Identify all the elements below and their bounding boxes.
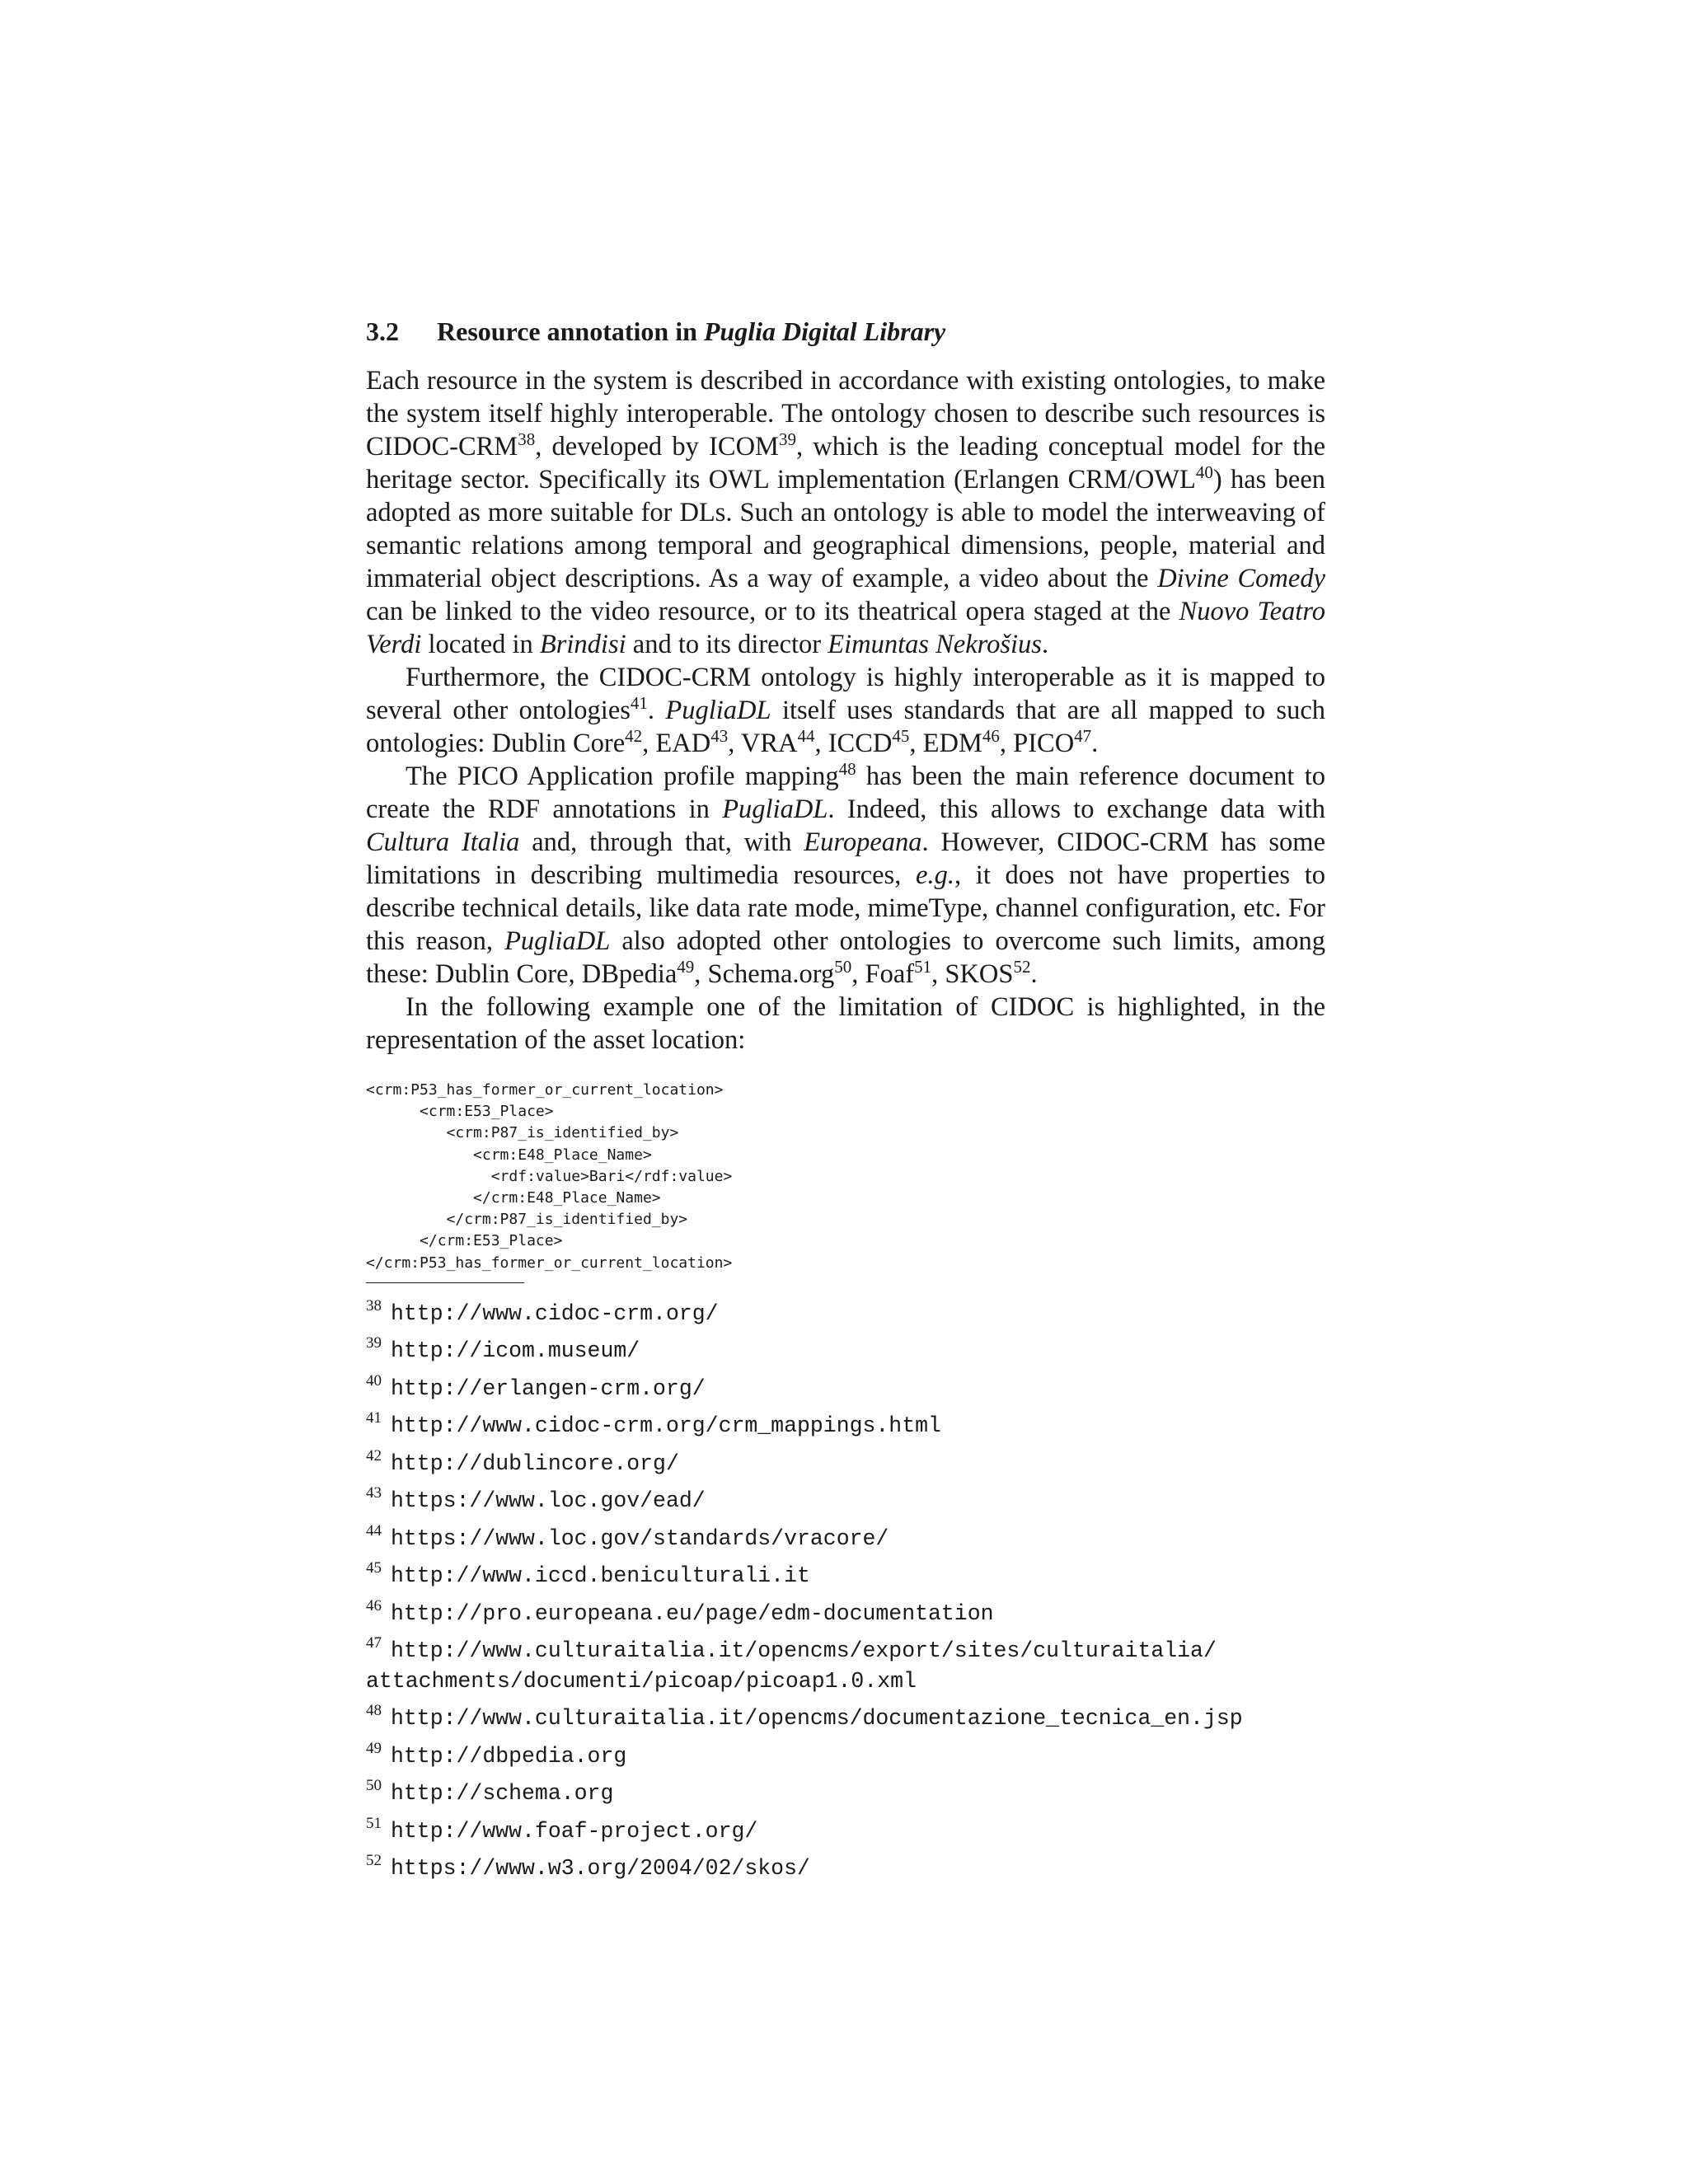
footnote-link[interactable]: http://www.culturaitalia.it/opencms/export/sites/culturaitalia/ (391, 1638, 1217, 1664)
footnote-number: 45 (366, 1559, 382, 1577)
footnote (366, 1554, 1325, 1591)
footnote-link[interactable]: http://www.cidoc-crm.org/crm_mappings.html (391, 1413, 941, 1439)
footnote (366, 1479, 1325, 1516)
footnote-mark-51[interactable]: 51 (914, 957, 932, 977)
footnote (366, 1809, 1325, 1847)
footnote-link[interactable]: http://icom.museum/ (391, 1338, 640, 1364)
footnote-link[interactable]: https://www.w3.org/2004/02/skos/ (391, 1856, 810, 1882)
paragraph-2: Furthermore, the CIDOC-CRM ontology is highly interoperable as it is mapped to several other ontologies$^{41}$. PugliaDL itself uses standards that are all mapped to such ontologies: Dublin Core$^{42}$, EAD$^{43}$, VRA$^{44}$, ICCD$^{45}$, EDM$^{46}$, PICO$^{47}$. (366, 663, 1326, 758)
section-title: Resource annotation in (437, 316, 697, 346)
code-listing (366, 1080, 1325, 1274)
code-line: </crm:E53_Place> (366, 1232, 563, 1250)
code-line: <crm:P87_is_identified_by> (366, 1124, 679, 1142)
footnote-mark-50[interactable]: 50 (834, 957, 852, 977)
footnote-mark-40[interactable]: 40 (1195, 462, 1213, 483)
footnote-number: 46 (366, 1596, 382, 1615)
footnote-mark-45[interactable]: 45 (892, 726, 910, 747)
footnote (366, 1329, 1325, 1366)
footnote-link[interactable]: http://dublincore.org/ (391, 1451, 679, 1476)
section-title-italic: Puglia Digital Library (703, 316, 946, 346)
footnote-link[interactable]: http://schema.org (391, 1781, 614, 1807)
footnote-number: 40 (366, 1371, 382, 1390)
footnote (366, 1629, 1325, 1666)
footnote-link-continued[interactable]: attachments/documenti/picoap/picoap1.0.xml (366, 1668, 917, 1694)
footnote-number: 48 (366, 1702, 382, 1720)
footnote-link[interactable]: http://www.cidoc-crm.org/ (391, 1301, 719, 1326)
footnote-number: 38 (366, 1296, 382, 1315)
paragraph-3: The PICO Application profile mapping$^{48}$ has been the main reference document to create the RDF annotations in PugliaDL. Indeed, this allows to exchange data with Cultura Italia and, through that, with Europeana. However, CIDOC-CRM has some limitations in describing multimedia resources, e.g., it does not have properties to describe technical details, like data rate mode, mimeType, channel configuration, etc. For this reason, PugliaDL also adopted other ontologies to overcome such limits, among these: Dublin Core, DBpedia$^{49}$, Schema.org$^{50}$, Foaf$^{51}$, SKOS$^{52}$. (366, 759, 1326, 989)
footnote-link[interactable]: http://www.foaf-project.org/ (391, 1818, 758, 1844)
footnote (366, 1516, 1325, 1554)
footnote-mark-46[interactable]: 46 (982, 726, 1000, 747)
footnote (366, 1771, 1325, 1809)
footnotes (366, 1291, 1325, 1884)
footnote-number: 42 (366, 1446, 382, 1465)
paragraph-4: In the following example one of the limitation of CIDOC is highlighted, in the representation of the asset location: (366, 992, 1325, 1055)
footnote (366, 1696, 1325, 1734)
footnote-number: 49 (366, 1739, 382, 1757)
footnote-mark-38[interactable]: 38 (518, 429, 536, 450)
code-line: </crm:P87_is_identified_by> (366, 1211, 688, 1229)
footnote (366, 1441, 1325, 1479)
footnote-mark-42[interactable]: 42 (625, 726, 643, 747)
footnote (366, 1591, 1325, 1629)
footnote (366, 1366, 1325, 1404)
footnote-number: 44 (366, 1521, 382, 1540)
footnote-mark-49[interactable]: 49 (677, 957, 695, 977)
footnote-link[interactable]: https://www.loc.gov/ead/ (391, 1488, 706, 1514)
footnote-number: 43 (366, 1484, 382, 1502)
footnote (366, 1291, 1325, 1329)
footnote-mark-41[interactable]: 41 (630, 693, 648, 714)
footnote-link[interactable]: http://dbpedia.org (391, 1743, 627, 1769)
code-line: <crm:E48_Place_Name> (366, 1146, 652, 1164)
code-line: </crm:P53_has_former_or_current_location> (366, 1254, 733, 1272)
footnote-mark-52[interactable]: 52 (1013, 957, 1031, 977)
section-number: 3.2 (366, 316, 399, 346)
footnote-number: 50 (366, 1777, 382, 1795)
section-heading (366, 313, 1325, 349)
footnote-rule (366, 1282, 524, 1283)
code-line: <crm:P53_has_former_or_current_location> (366, 1081, 724, 1099)
footnote (366, 1734, 1325, 1772)
footnote-mark-47[interactable]: 47 (1074, 726, 1092, 747)
footnote-link[interactable]: http://erlangen-crm.org/ (391, 1376, 706, 1401)
paragraph-1: Each resource in the system is described in accordance with existing ontologies, to make the system itself highly interoperable. The ontology chosen to describe such resources is CIDOC-CRM$^{38}$, developed by ICOM$^{39}$, which is the leading conceptual model for the heritage sector. Specifically its OWL implementation (Erlangen CRM/OWL$^{40}$) has been adopted as more suitable for DLs. Such an ontology is able to model the interweaving of semantic relations among temporal and geographical dimensions, people, material and immaterial object descriptions. As a way of example, a video about the Divine Comedy can be linked to the video resource, or to its theatrical opera staged at the Nuovo Teatro Verdi located in Brindisi and to its director Eimuntas Nekrošius. (366, 366, 1326, 659)
footnote-link[interactable]: http://pro.europeana.eu/page/edm-documentation (391, 1601, 994, 1626)
code-line: <rdf:value>Bari</rdf:value> (366, 1167, 733, 1185)
footnote-mark-39[interactable]: 39 (778, 429, 796, 450)
paper-page (366, 313, 1325, 1884)
footnote-link[interactable]: http://www.culturaitalia.it/opencms/documentazione_tecnica_en.jsp (391, 1706, 1243, 1732)
footnote (366, 1846, 1325, 1884)
footnote-mark-48[interactable]: 48 (838, 759, 856, 780)
footnote-number: 51 (366, 1814, 382, 1832)
footnote-link[interactable]: http://www.iccd.beniculturali.it (391, 1563, 810, 1589)
footnote-number: 41 (366, 1409, 382, 1427)
footnote-mark-43[interactable]: 43 (710, 726, 729, 747)
footnote-number: 47 (366, 1634, 382, 1652)
code-line: <crm:E53_Place> (366, 1103, 554, 1121)
footnote-mark-44[interactable]: 44 (797, 726, 815, 747)
footnote (366, 1404, 1325, 1441)
footnote-link[interactable]: https://www.loc.gov/standards/vracore/ (391, 1526, 889, 1551)
footnote-number: 39 (366, 1334, 382, 1352)
footnote-number: 52 (366, 1852, 382, 1870)
code-line: </crm:E48_Place_Name> (366, 1189, 661, 1207)
